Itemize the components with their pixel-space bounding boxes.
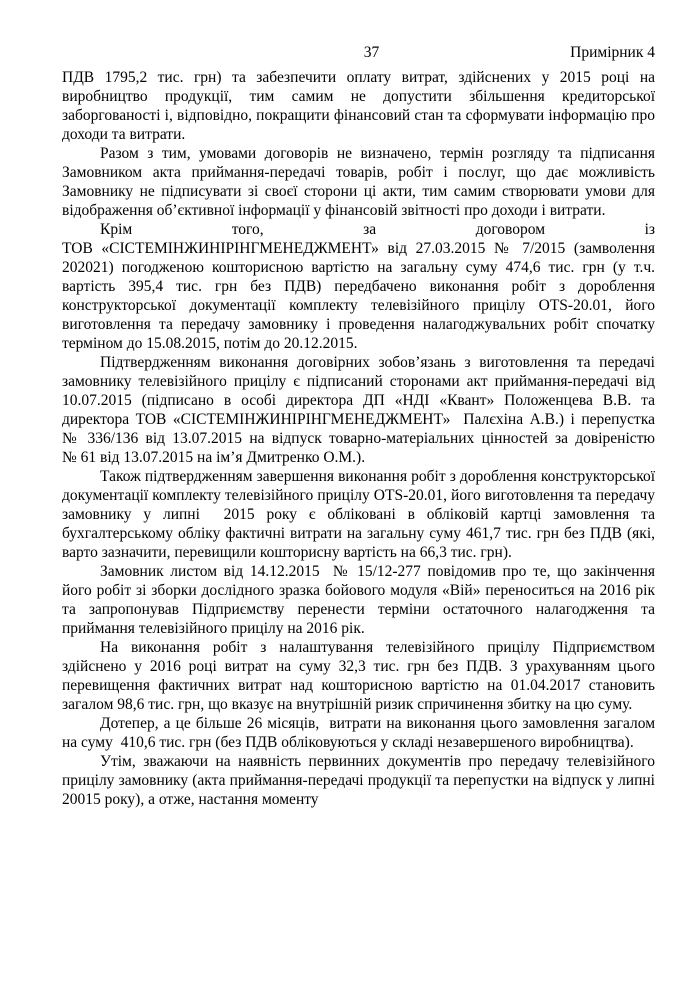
paragraph: Підтвердженням виконання договірних зобов’язань з виготовлення та передачі замовнику телевізійного прицілу є підписаний сторонами акт приймання-передачі від 10.07.2015 (підписано в особі директора ДП «НДІ «Квант» Положенцева В.В. та директора ТОВ «СІСТЕМІНЖИНІРІНГМЕНЕДЖМЕНТ» Палєхіна А.В.) і перепустка № 336/136 від 13.07.2015 на відпуск товарно-матеріальних цінностей за довіреністю № 61 від 13.07.2015 на ім’я Дмитренко О.М.). — [62, 354, 655, 466]
paragraph: Замовник листом від 14.12.2015 № 15/12-277 повідомив про те, що закінчення його робіт зі зборки дослідного зразка бойового модуля «Вій» переноситься на 2016 рік та запропонував Підприємству перенести терміни остаточного налагодження та приймання телевізійного прицілу на 2016 рік. — [62, 563, 655, 637]
paragraph: ПДВ 1795,2 тис. грн) та забезпечити оплату витрат, здійснених у 2015 році на виробництво продукції, тим самим не допустити збільшення кредиторської заборгованості і, відповідно, покращити фінансовий стан та сформувати інформацію про доходи та витрати. — [62, 69, 655, 143]
page-header — [62, 43, 655, 62]
paragraph: Дотепер, а це більше 26 місяців, витрати на виконання цього замовлення загалом на суму 410,6 тис. грн (без ПДВ обліковуються у складі незавершеного виробництва). — [62, 715, 655, 751]
paragraph: На виконання робіт з налаштування телевізійного прицілу Підприємством здійснено у 2016 році витрат на суму 32,3 тис. грн без ПДВ. З урахуванням цього перевищення фактичних витрат над кошторисною вартістю на 01.04.2017 становить загалом 98,6 тис. грн, що вказує на внутрішній ризик спричинення збитку на цю суму. — [62, 639, 655, 713]
page-number: 37 — [363, 44, 380, 61]
document-content — [62, 43, 655, 809]
paragraph: Разом з тим, умовами договорів не визначено, термін розгляду та підписання Замовником акта приймання-передачі товарів, робіт і послуг, що дає можливість Замовнику не підписувати зі своєї сторони ці акти, тим самим створювати умови для відображення об’єктивної інформації у фінансовій звітності про доходи і витрати. — [62, 145, 655, 219]
paragraph: Також підтвердженням завершення виконання робіт з дороблення конструкторської документації комплекту телевізійного прицілу OTS-20.01, його виготовлення та передачу замовнику у липні 2015 року є обліковані в обліковій картці замовлення та бухгалтерському обліку фактичні витрати на загальну суму 461,7 тис. грн без ПДВ (які, варто зазначити, перевищили кошторисну вартість на 66,3 тис. грн). — [62, 468, 655, 561]
copy-label: Примірник 4 — [570, 44, 655, 61]
paragraph: Утім, зважаючи на наявність первинних документів про передачу телевізійного прицілу замовнику (акта приймання-передачі продукції та перепустки на відпуск у липні 20015 року), а отже, настання моменту — [62, 753, 655, 808]
paragraph: Крім того, за договором із ТОВ «СІСТЕМІНЖИНІРІНГМЕНЕДЖМЕНТ» від 27.03.2015 № 7/2015 (замволення 202021) погодженою кошторисною вартістю на загальну суму 474,6 тис. грн (у т.ч. вартість 395,4 тис. грн без ПДВ) передбачено виконання робіт з дороблення конструкторської документації комплекту телевізійного прицілу OTS-20.01, його виготовлення та передачу замовнику і проведення налагоджувальних робіт спочатку терміном до 15.08.2015, потім до 20.12.2015. — [62, 221, 655, 352]
